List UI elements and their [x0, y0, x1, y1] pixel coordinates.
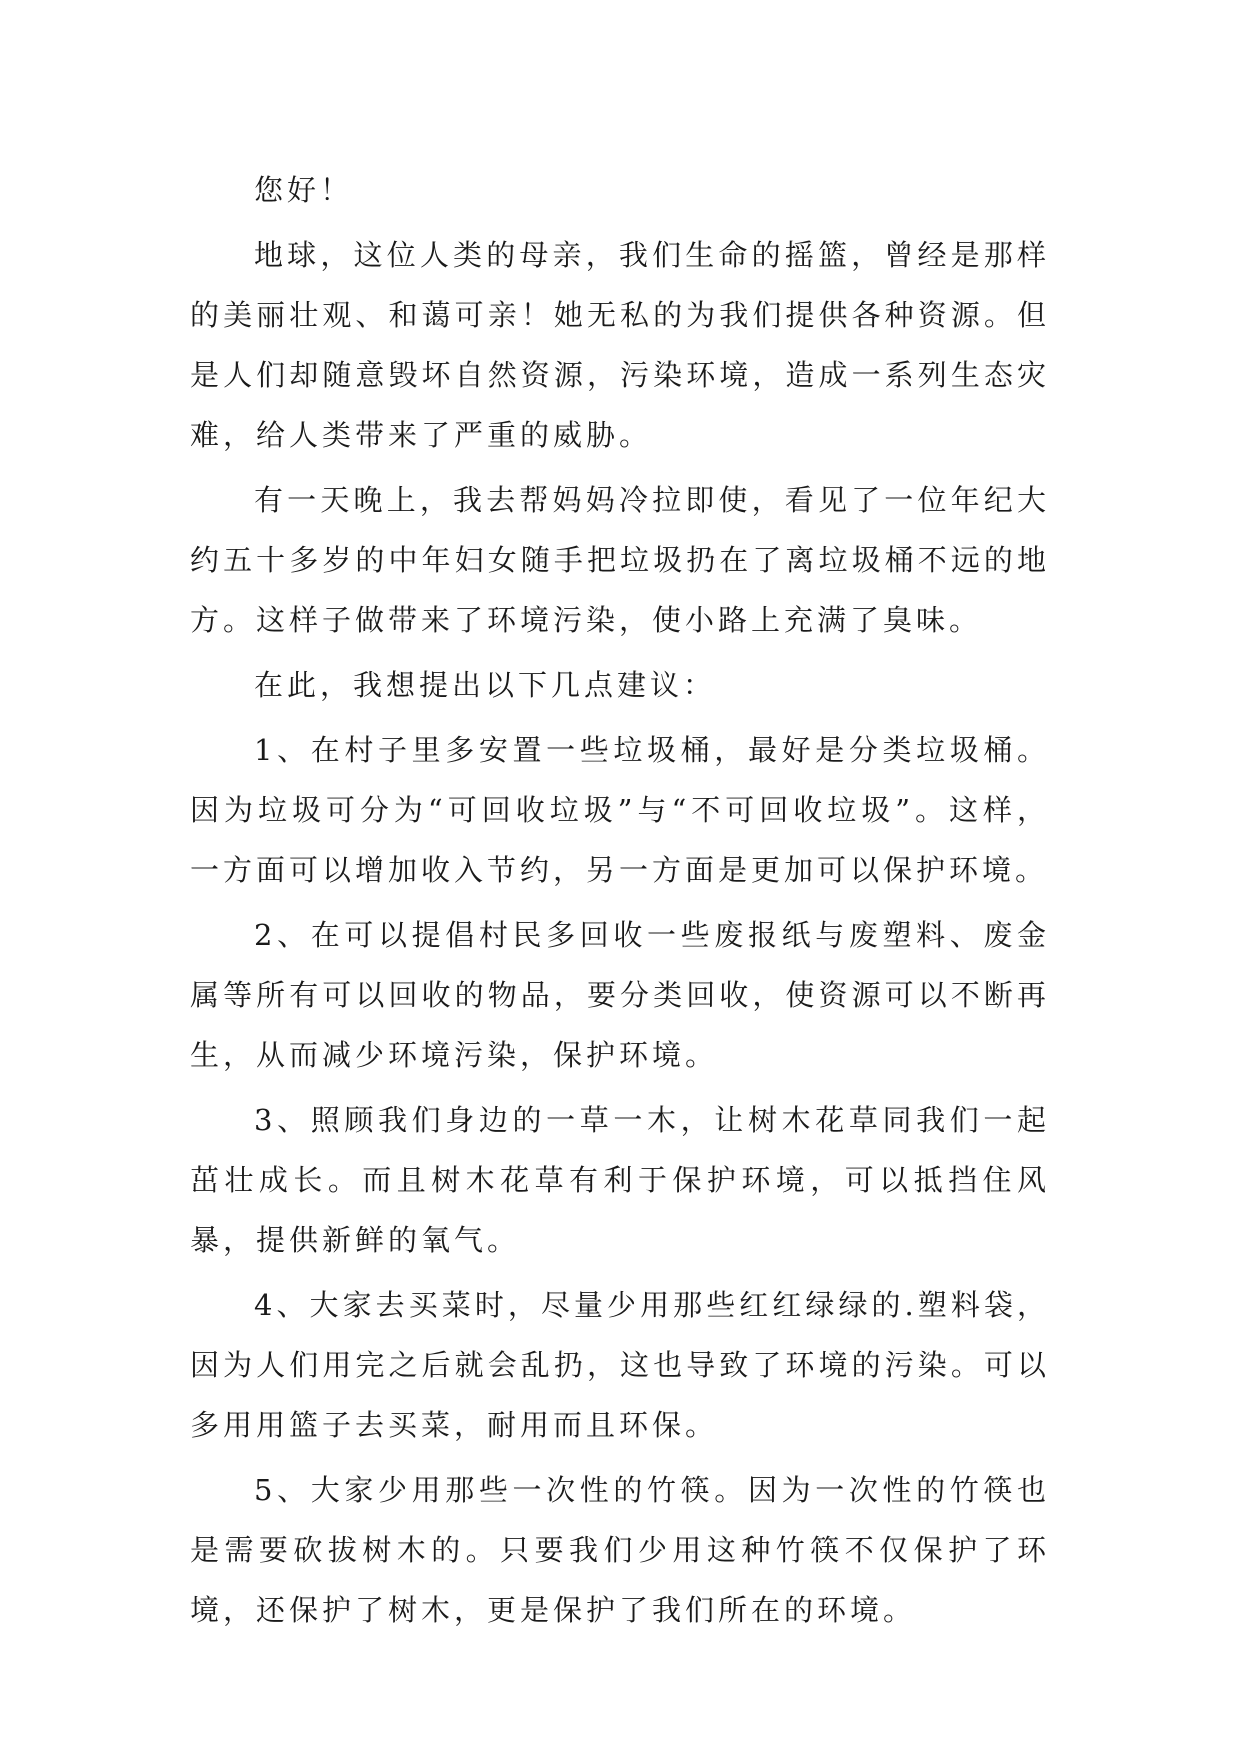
intro-paragraph: 地球，这位人类的母亲，我们生命的摇篮，曾经是那样的美丽壮观、和蔼可亲！她无私的为我们提供各种资源。但是人们却随意毁坏自然资源，污染环境，造成一系列生态灾难，给人类带来了严重的威胁。 — [190, 238, 1050, 452]
suggestion-3-paragraph: 3、照顾我们身边的一草一木，让树木花草同我们一起茁壮成长。而且树木花草有利于保护环境，可以抵挡住风暴，提供新鲜的氧气。 — [190, 1103, 1050, 1257]
document-body — [190, 160, 1050, 1645]
story-paragraph: 有一天晚上，我去帮妈妈冷拉即使，看见了一位年纪大约五十多岁的中年妇女随手把垃圾扔在了离垃圾桶不远的地方。这样子做带来了环境污染，使小路上充满了臭味。 — [190, 483, 1050, 637]
suggestion-2-paragraph: 2、在可以提倡村民多回收一些废报纸与废塑料、废金属等所有可以回收的物品，要分类回收，使资源可以不断再生，从而减少环境污染，保护环境。 — [190, 918, 1050, 1072]
greeting-paragraph: 您好！ — [254, 173, 354, 207]
suggestion-lead-paragraph: 在此，我想提出以下几点建议： — [254, 668, 717, 702]
suggestion-1-paragraph: 1、在村子里多安置一些垃圾桶，最好是分类垃圾桶。因为垃圾可分为“可回收垃圾”与“不可回收垃圾”。这样，一方面可以增加收入节约，另一方面是更加可以保护环境。 — [190, 733, 1050, 887]
suggestion-5-paragraph: 5、大家少用那些一次性的竹筷。因为一次性的竹筷也是需要砍拔树木的。只要我们少用这种竹筷不仅保护了环境，还保护了树木，更是保护了我们所在的环境。 — [190, 1473, 1050, 1627]
suggestion-4-paragraph: 4、大家去买菜时，尽量少用那些红红绿绿的.塑料袋，因为人们用完之后就会乱扔，这也导致了环境的污染。可以多用用篮子去买菜，耐用而且环保。 — [190, 1288, 1050, 1442]
